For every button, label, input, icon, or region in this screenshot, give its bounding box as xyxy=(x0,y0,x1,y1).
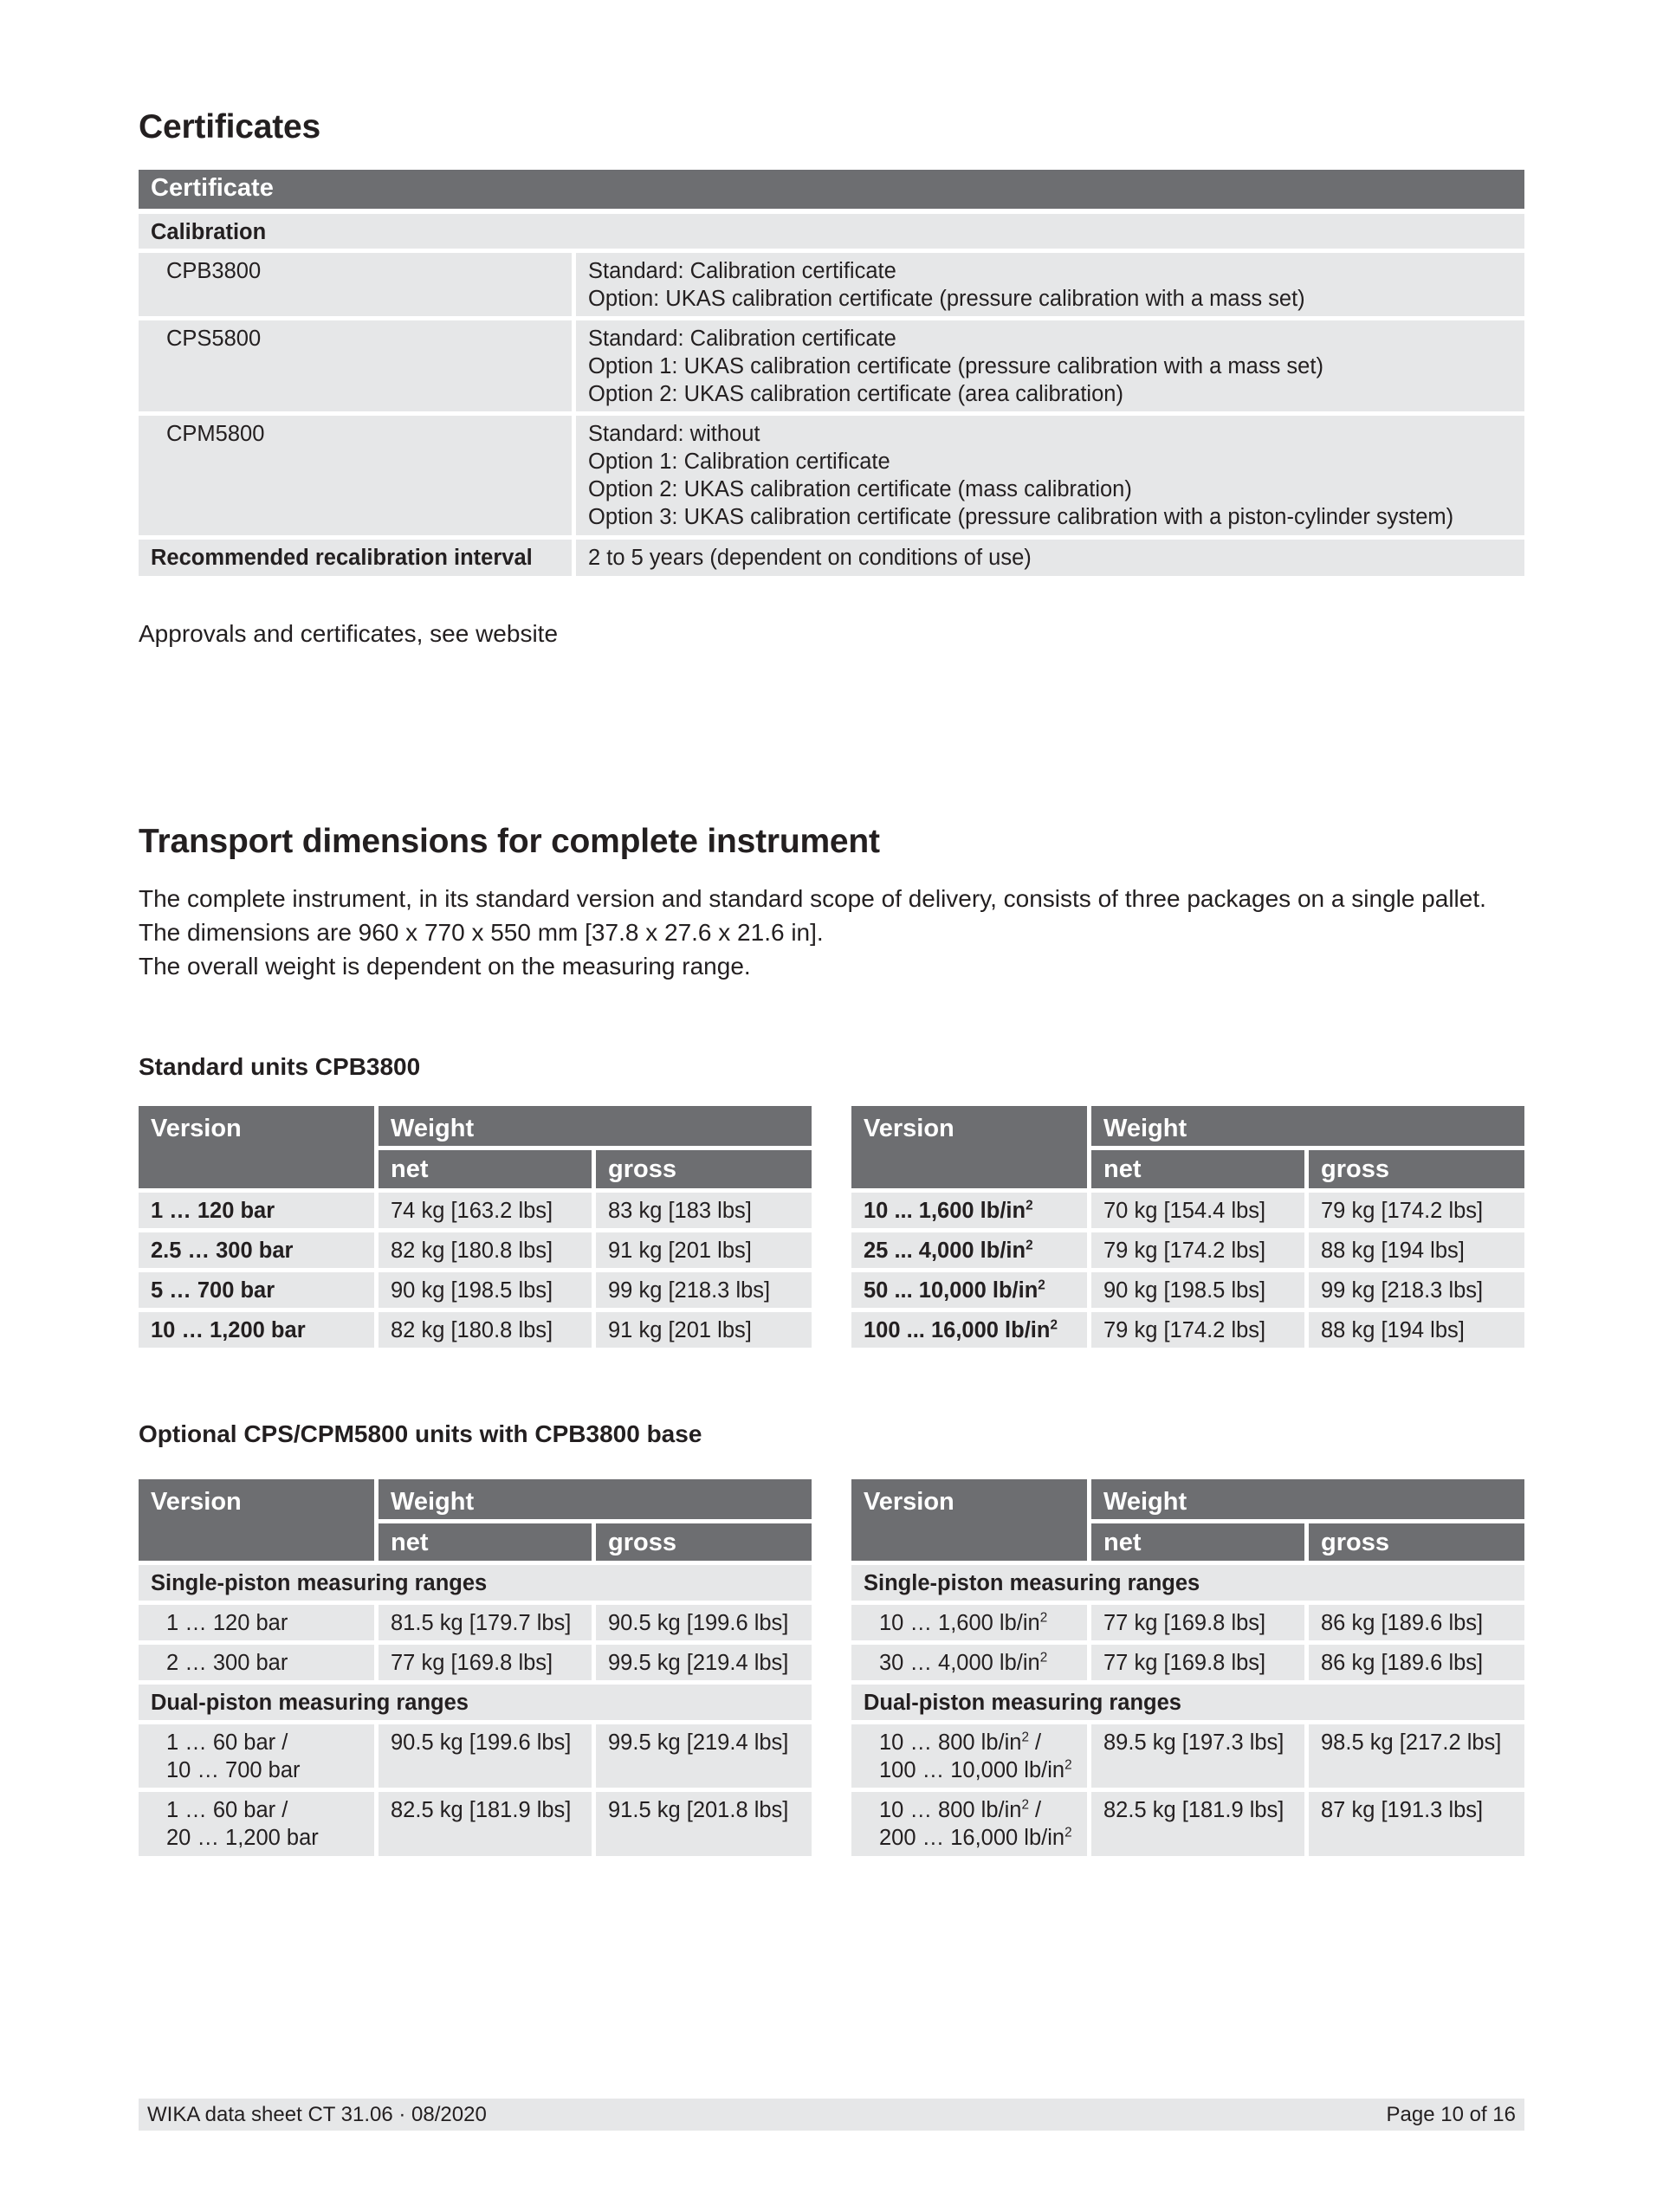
superscript: 2 xyxy=(1038,1277,1045,1293)
cert-line: Option 1: Calibration certificate xyxy=(588,450,890,474)
version-line: 1 … 60 bar / xyxy=(166,1730,288,1755)
gross-cell: 99.5 kg [219.4 lbs] xyxy=(596,1724,812,1788)
cert-row-label: CPS5800 xyxy=(139,320,572,411)
gross-cell: 88 kg [194 lbs] xyxy=(1309,1312,1524,1348)
col-header-net: net xyxy=(1091,1150,1304,1188)
col-header-gross: gross xyxy=(1309,1150,1524,1188)
version-cell: 10 … 1,200 bar xyxy=(139,1312,374,1348)
superscript: 2 xyxy=(1021,1730,1029,1745)
version-cell xyxy=(851,1232,1087,1268)
page-footer xyxy=(139,2099,1524,2131)
version-text: 200 … 16,000 lb/in xyxy=(879,1826,1065,1850)
gross-cell: 91 kg [201 lbs] xyxy=(596,1232,812,1268)
gross-cell: 91.5 kg [201.8 lbs] xyxy=(596,1792,812,1856)
gross-cell: 86 kg [189.6 lbs] xyxy=(1309,1605,1524,1640)
cert-line: Option 1: UKAS calibration certificate (pressure calibration with a mass set) xyxy=(588,354,1323,378)
col-header-version: Version xyxy=(139,1106,374,1188)
net-cell: 90 kg [198.5 lbs] xyxy=(379,1272,592,1308)
version-cell xyxy=(851,1193,1087,1228)
optional-units-heading: Optional CPS/CPM5800 units with CPB3800 base xyxy=(139,1420,702,1447)
certificate-header: Certificate xyxy=(139,170,1524,209)
version-text: 100 … 10,000 lb/in xyxy=(879,1758,1065,1782)
separator: / xyxy=(1028,1798,1042,1822)
version-cell: 1 … 120 bar xyxy=(139,1605,374,1640)
footer-document-id: WIKA data sheet CT 31.06 · 08/2020 xyxy=(147,2103,487,2126)
cert-line: Standard: Calibration certificate xyxy=(588,259,896,283)
net-cell: 79 kg [174.2 lbs] xyxy=(1091,1232,1304,1268)
gross-cell: 90.5 kg [199.6 lbs] xyxy=(596,1605,812,1640)
version-line: 1 … 60 bar / xyxy=(166,1798,288,1822)
separator: / xyxy=(1028,1730,1042,1755)
cert-row-value xyxy=(576,253,1524,316)
superscript: 2 xyxy=(1039,1610,1048,1626)
cert-row-value xyxy=(576,320,1524,411)
gross-cell: 98.5 kg [217.2 lbs] xyxy=(1309,1724,1524,1788)
version-cell xyxy=(851,1792,1087,1856)
superscript: 2 xyxy=(1039,1650,1048,1665)
transport-heading: Transport dimensions for complete instrument xyxy=(139,823,880,860)
col-header-net: net xyxy=(1091,1523,1304,1561)
col-header-gross: gross xyxy=(596,1150,812,1188)
superscript: 2 xyxy=(1026,1198,1033,1213)
cert-line: Option: UKAS calibration certificate (pressure calibration with a mass set) xyxy=(588,287,1305,311)
net-cell: 90 kg [198.5 lbs] xyxy=(1091,1272,1304,1308)
standard-units-heading: Standard units CPB3800 xyxy=(139,1053,421,1080)
net-cell: 81.5 kg [179.7 lbs] xyxy=(379,1605,592,1640)
cert-line: Option 3: UKAS calibration certificate (pressure calibration with a piston-cylinder system) xyxy=(588,505,1454,529)
col-header-net: net xyxy=(379,1523,592,1561)
superscript: 2 xyxy=(1026,1238,1033,1253)
recalibration-label: Recommended recalibration interval xyxy=(139,540,572,576)
net-cell: 74 kg [163.2 lbs] xyxy=(379,1193,592,1228)
net-cell: 82.5 kg [181.9 lbs] xyxy=(379,1792,592,1856)
gross-cell: 87 kg [191.3 lbs] xyxy=(1309,1792,1524,1856)
col-header-net: net xyxy=(379,1150,592,1188)
cert-row-label: CPM5800 xyxy=(139,416,572,535)
dual-piston-group-row: Dual-piston measuring ranges xyxy=(139,1685,812,1720)
net-cell: 82.5 kg [181.9 lbs] xyxy=(1091,1792,1304,1856)
paragraph-line: The overall weight is dependent on the measuring range. xyxy=(139,953,751,980)
net-cell: 77 kg [169.8 lbs] xyxy=(1091,1645,1304,1680)
col-header-version: Version xyxy=(851,1106,1087,1188)
col-header-weight: Weight xyxy=(379,1479,812,1519)
single-piston-group-row: Single-piston measuring ranges xyxy=(851,1565,1524,1601)
approvals-note: Approvals and certificates, see website xyxy=(139,620,559,647)
net-cell: 77 kg [169.8 lbs] xyxy=(1091,1605,1304,1640)
net-cell: 77 kg [169.8 lbs] xyxy=(379,1645,592,1680)
col-header-weight: Weight xyxy=(1091,1106,1524,1146)
col-header-weight: Weight xyxy=(379,1106,812,1146)
superscript: 2 xyxy=(1050,1317,1058,1333)
net-cell: 82 kg [180.8 lbs] xyxy=(379,1312,592,1348)
gross-cell: 99 kg [218.3 lbs] xyxy=(596,1272,812,1308)
col-header-version: Version xyxy=(139,1479,374,1561)
version-text: 10 … 800 lb/in xyxy=(879,1730,1022,1755)
paragraph-line: The complete instrument, in its standard version and standard scope of delivery, consists of three packages on a single pallet. xyxy=(139,885,1486,912)
col-header-gross: gross xyxy=(596,1523,812,1561)
version-text: 10 … 1,600 lb/in xyxy=(879,1611,1040,1635)
cert-line: Option 2: UKAS calibration certificate (mass calibration) xyxy=(588,477,1132,501)
version-cell xyxy=(851,1724,1087,1788)
gross-cell: 79 kg [174.2 lbs] xyxy=(1309,1193,1524,1228)
version-line: 10 … 700 bar xyxy=(166,1758,301,1782)
calibration-group-row: Calibration xyxy=(139,214,1524,249)
version-cell: 2.5 … 300 bar xyxy=(139,1232,374,1268)
cert-line: Standard: without xyxy=(588,422,760,446)
gross-cell: 86 kg [189.6 lbs] xyxy=(1309,1645,1524,1680)
single-piston-group-row: Single-piston measuring ranges xyxy=(139,1565,812,1601)
cert-row-value xyxy=(576,416,1524,535)
col-header-version: Version xyxy=(851,1479,1087,1561)
cert-row-label: CPB3800 xyxy=(139,253,572,316)
dual-piston-group-row: Dual-piston measuring ranges xyxy=(851,1685,1524,1720)
version-text: 50 ... 10,000 lb/in xyxy=(864,1278,1039,1303)
transport-paragraph xyxy=(139,882,1542,983)
net-cell: 79 kg [174.2 lbs] xyxy=(1091,1312,1304,1348)
version-line xyxy=(879,1756,1075,1784)
version-cell xyxy=(139,1724,374,1788)
version-text: 30 … 4,000 lb/in xyxy=(879,1651,1040,1675)
version-line: 20 … 1,200 bar xyxy=(166,1826,319,1850)
paragraph-line: The dimensions are 960 x 770 x 550 mm [37.8 x 27.6 x 21.6 in]. xyxy=(139,919,824,946)
superscript: 2 xyxy=(1064,1757,1072,1773)
col-header-weight: Weight xyxy=(1091,1479,1524,1519)
cert-line: Option 2: UKAS calibration certificate (area calibration) xyxy=(588,382,1123,406)
col-header-gross: gross xyxy=(1309,1523,1524,1561)
version-cell xyxy=(851,1312,1087,1348)
version-cell xyxy=(139,1792,374,1856)
version-text: 25 ... 4,000 lb/in xyxy=(864,1239,1026,1263)
version-text: 100 ... 16,000 lb/in xyxy=(864,1318,1051,1342)
net-cell: 70 kg [154.4 lbs] xyxy=(1091,1193,1304,1228)
net-cell: 82 kg [180.8 lbs] xyxy=(379,1232,592,1268)
version-line xyxy=(879,1796,1075,1824)
gross-cell: 91 kg [201 lbs] xyxy=(596,1312,812,1348)
superscript: 2 xyxy=(1064,1825,1072,1840)
gross-cell: 99.5 kg [219.4 lbs] xyxy=(596,1645,812,1680)
gross-cell: 83 kg [183 lbs] xyxy=(596,1193,812,1228)
superscript: 2 xyxy=(1021,1797,1029,1813)
gross-cell: 88 kg [194 lbs] xyxy=(1309,1232,1524,1268)
version-cell: 5 … 700 bar xyxy=(139,1272,374,1308)
version-text: 10 … 800 lb/in xyxy=(879,1798,1022,1822)
recalibration-value: 2 to 5 years (dependent on conditions of use) xyxy=(576,540,1524,576)
version-line xyxy=(879,1824,1075,1852)
certificates-heading: Certificates xyxy=(139,108,321,146)
cert-line: Standard: Calibration certificate xyxy=(588,327,896,351)
version-cell: 2 … 300 bar xyxy=(139,1645,374,1680)
version-cell xyxy=(851,1605,1087,1640)
version-cell xyxy=(851,1272,1087,1308)
version-cell: 1 … 120 bar xyxy=(139,1193,374,1228)
net-cell: 90.5 kg [199.6 lbs] xyxy=(379,1724,592,1788)
version-cell xyxy=(851,1645,1087,1680)
version-text: 10 ... 1,600 lb/in xyxy=(864,1199,1026,1223)
version-line xyxy=(879,1729,1075,1756)
net-cell: 89.5 kg [197.3 lbs] xyxy=(1091,1724,1304,1788)
footer-page-number: Page 10 of 16 xyxy=(1386,2103,1516,2126)
gross-cell: 99 kg [218.3 lbs] xyxy=(1309,1272,1524,1308)
